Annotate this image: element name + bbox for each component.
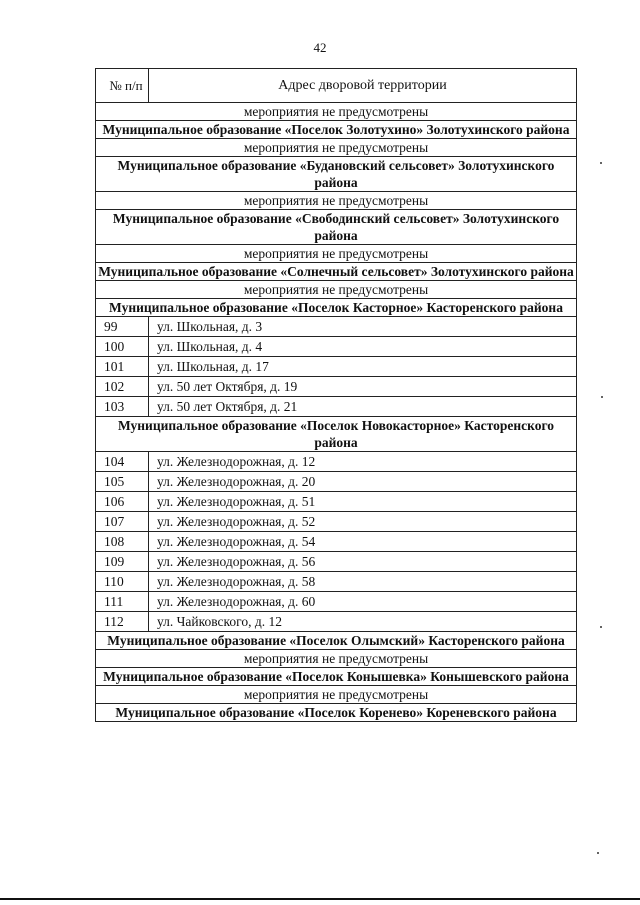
row-address-cell: ул. Железнодорожная, д. 52 xyxy=(149,512,577,532)
row-number-cell: 105 xyxy=(96,472,149,492)
row-number-cell: 100 xyxy=(96,337,149,357)
scan-bottom-edge xyxy=(0,898,640,900)
row-address-cell: ул. Железнодорожная, д. 51 xyxy=(149,492,577,512)
row-address-cell: ул. Железнодорожная, д. 12 xyxy=(149,452,577,472)
table-row xyxy=(96,377,577,397)
municipality-heading: Муниципальное образование «Поселок Коренево» Кореневского района xyxy=(96,704,577,722)
note-row xyxy=(96,281,577,299)
row-address-cell: ул. 50 лет Октября, д. 21 xyxy=(149,397,577,417)
table-row xyxy=(96,552,577,572)
municipality-heading: Муниципальное образование «Поселок Золотухино» Золотухинского района xyxy=(96,121,577,139)
municipality-row xyxy=(96,263,577,281)
row-number-cell: 99 xyxy=(96,317,149,337)
municipality-row xyxy=(96,668,577,686)
row-number-cell: 108 xyxy=(96,532,149,552)
row-number-cell: 104 xyxy=(96,452,149,472)
table-row xyxy=(96,357,577,377)
row-address-cell: ул. Железнодорожная, д. 20 xyxy=(149,472,577,492)
header-num-cell: № п/п xyxy=(96,69,149,103)
address-table-body xyxy=(96,69,577,722)
no-measures-note: мероприятия не предусмотрены xyxy=(96,139,577,157)
row-address-cell: ул. Чайковского, д. 12 xyxy=(149,612,577,632)
table-row xyxy=(96,337,577,357)
table-header-row xyxy=(96,69,577,103)
no-measures-note: мероприятия не предусмотрены xyxy=(96,245,577,263)
municipality-row xyxy=(96,157,577,192)
municipality-heading: Муниципальное образование «Будановский сельсовет» Золотухинского района xyxy=(96,157,577,192)
row-number-cell: 102 xyxy=(96,377,149,397)
table-row xyxy=(96,472,577,492)
note-row xyxy=(96,245,577,263)
municipality-heading: Муниципальное образование «Поселок Касторное» Касторенского района xyxy=(96,299,577,317)
no-measures-note: мероприятия не предусмотрены xyxy=(96,192,577,210)
table-row xyxy=(96,612,577,632)
row-address-cell: ул. Железнодорожная, д. 54 xyxy=(149,532,577,552)
municipality-row xyxy=(96,417,577,452)
note-row xyxy=(96,103,577,121)
row-address-cell: ул. Железнодорожная, д. 56 xyxy=(149,552,577,572)
no-measures-note: мероприятия не предусмотрены xyxy=(96,281,577,299)
scan-speck xyxy=(600,162,602,164)
row-address-cell: ул. Железнодорожная, д. 58 xyxy=(149,572,577,592)
no-measures-note: мероприятия не предусмотрены xyxy=(96,686,577,704)
note-row xyxy=(96,686,577,704)
municipality-heading: Муниципальное образование «Солнечный сельсовет» Золотухинского района xyxy=(96,263,577,281)
municipality-heading: Муниципальное образование «Поселок Конышевка» Конышевского района xyxy=(96,668,577,686)
row-number-cell: 107 xyxy=(96,512,149,532)
municipality-row xyxy=(96,121,577,139)
scan-speck xyxy=(600,626,602,628)
scan-speck xyxy=(601,396,603,398)
table-row xyxy=(96,397,577,417)
table-row xyxy=(96,452,577,472)
row-address-cell: ул. Школьная, д. 3 xyxy=(149,317,577,337)
municipality-row xyxy=(96,632,577,650)
row-address-cell: ул. Школьная, д. 4 xyxy=(149,337,577,357)
municipality-row xyxy=(96,704,577,722)
municipality-row xyxy=(96,210,577,245)
table-row xyxy=(96,572,577,592)
header-address-cell: Адрес дворовой территории xyxy=(149,69,577,103)
row-address-cell: ул. Школьная, д. 17 xyxy=(149,357,577,377)
page-number: 42 xyxy=(313,40,327,55)
row-number-cell: 112 xyxy=(96,612,149,632)
table-row xyxy=(96,492,577,512)
table-row xyxy=(96,592,577,612)
note-row xyxy=(96,192,577,210)
table-row xyxy=(96,532,577,552)
note-row xyxy=(96,139,577,157)
municipality-heading: Муниципальное образование «Свободинский сельсовет» Золотухинского района xyxy=(96,210,577,245)
no-measures-note: мероприятия не предусмотрены xyxy=(96,650,577,668)
row-number-cell: 111 xyxy=(96,592,149,612)
row-number-cell: 101 xyxy=(96,357,149,377)
municipality-heading: Муниципальное образование «Поселок Олымский» Касторенского района xyxy=(96,632,577,650)
no-measures-note: мероприятия не предусмотрены xyxy=(96,103,577,121)
municipality-heading: Муниципальное образование «Поселок Новокасторное» Касторенского района xyxy=(96,417,577,452)
row-address-cell: ул. Железнодорожная, д. 60 xyxy=(149,592,577,612)
address-table xyxy=(95,68,577,722)
table-row xyxy=(96,512,577,532)
scan-speck xyxy=(597,852,599,854)
row-number-cell: 103 xyxy=(96,397,149,417)
municipality-row xyxy=(96,299,577,317)
row-number-cell: 109 xyxy=(96,552,149,572)
note-row xyxy=(96,650,577,668)
row-number-cell: 106 xyxy=(96,492,149,512)
table-row xyxy=(96,317,577,337)
row-address-cell: ул. 50 лет Октября, д. 19 xyxy=(149,377,577,397)
row-number-cell: 110 xyxy=(96,572,149,592)
